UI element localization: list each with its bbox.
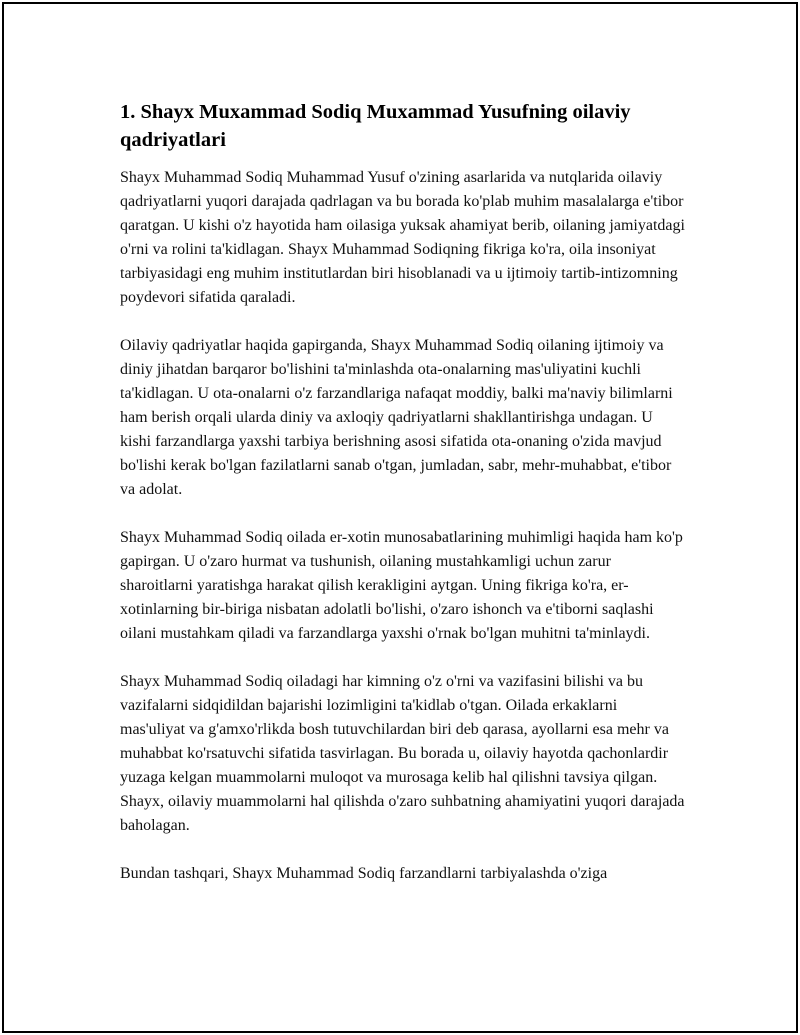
document-body <box>120 98 686 910</box>
paragraph-1: Shayx Muhammad Sodiq Muhammad Yusuf o'zining asarlarida va nutqlarida oilaviy qadriyatlarni yuqori darajada qadrlagan va bu borada ko'plab muhim masalalarga e'tibor qaratgan. U kishi o'z hayotida ham oilasiga yuksak ahamiyat berib, oilaning jamiyatdagi o'rni va rolini ta'kidlagan. Shayx Muhammad Sodiqning fikriga ko'ra, oila insoniyat tarbiyasidagi eng muhim institutlardan biri hisoblanadi va u ijtimoiy tartib-intizomning poydevori sifatida qaraladi. <box>120 169 685 306</box>
paragraph-2: Oilaviy qadriyatlar haqida gapirganda, Shayx Muhammad Sodiq oilaning ijtimoiy va diniy jihatdan barqaror bo'lishini ta'minlashda ota-onalarning mas'uliyatini kuchli ta'kidlagan. U ota-onalarni o'z farzandlariga nafaqat moddiy, balki ma'naviy bilimlarni ham berish orqali ularda diniy va axloqiy qadriyatlarni shakllantirishga undagan. U kishi farzandlarga yaxshi tarbiya berishning asosi sifatida ota-onaning o'zida mavjud bo'lishi kerak bo'lgan fazilatlarni sanab o'tgan, jumladan, sabr, mehr-muhabbat, e'tibor va adolat. <box>120 337 673 498</box>
section-heading: 1. Shayx Muxammad Sodiq Muxammad Yusufning oilaviy qadriyatlari <box>120 101 631 151</box>
paragraph-4: Shayx Muhammad Sodiq oiladagi har kimning o'z o'rni va vazifasini bilishi va bu vazifalarni sidqidildan bajarishi lozimligini ta'kidlab o'tgan. Oilada erkaklarni mas'uliyat va g'amxo'rlikda bosh tutuvchilardan biri deb qarasa, ayollarni esa mehr va muhabbat ko'rsatuvchi sifatida tasvirlagan. Bu borada u, oilaviy hayotda qachonlardir yuzaga kelgan muammolarni muloqot va murosaga kelib hal qilishni tavsiya qilgan. Shayx, oilaviy muammolarni hal qilishda o'zaro suhbatning ahamiyatini yuqori darajada baholagan. <box>120 673 685 834</box>
paragraph-3: Shayx Muhammad Sodiq oilada er-xotin munosabatlarining muhimligi haqida ham ko'p gapirgan. U o'zaro hurmat va tushunish, oilaning mustahkamligi uchun zarur sharoitlarni yaratishga harakat qilish kerakligini aytgan. Uning fikriga ko'ra, er-xotinlarning bir-biriga nisbatan adolatli bo'lishi, o'zaro ishonch va e'tiborni saqlashi oilani mustahkam qiladi va farzandlarga yaxshi o'rnak bo'lgan muhitni ta'minlaydi. <box>120 529 683 642</box>
document-page <box>2 2 798 1033</box>
paragraph-5: Bundan tashqari, Shayx Muhammad Sodiq farzandlarni tarbiyalashda o'ziga <box>120 865 608 882</box>
